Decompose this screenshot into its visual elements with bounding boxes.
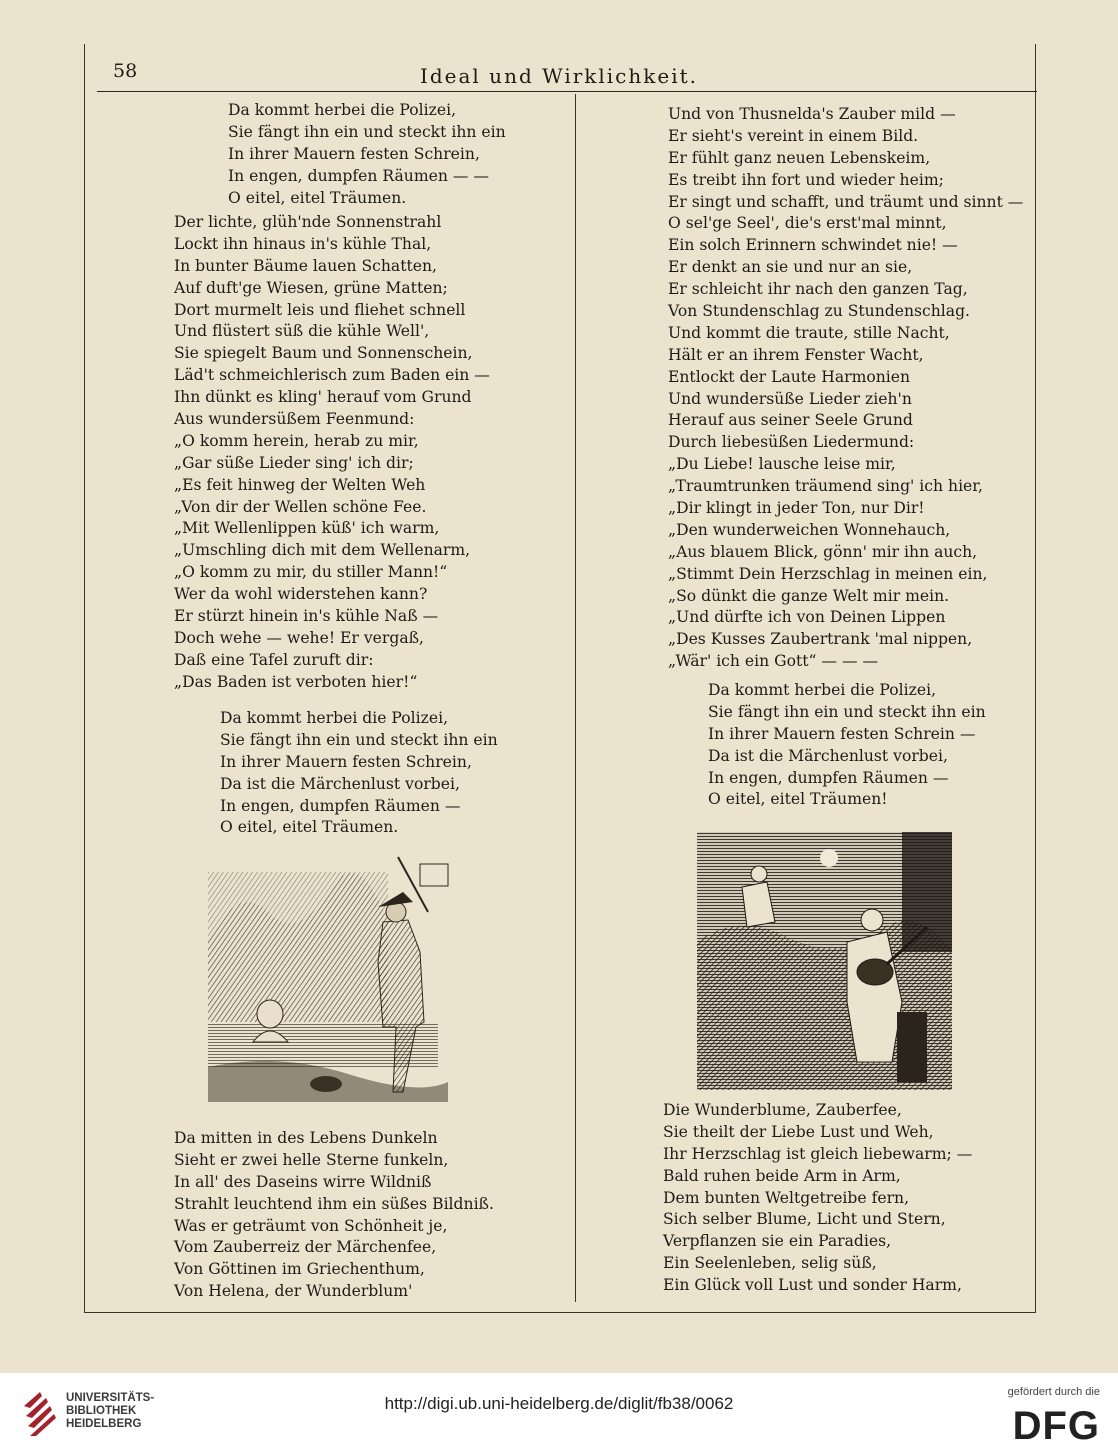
verse-line: Dem bunten Weltgetreibe fern, — [663, 1188, 910, 1207]
library-name-line: HEIDELBERG — [66, 1418, 142, 1430]
verse-line: „Dir klingt in jeder Ton, nur Dir! — [668, 499, 925, 518]
verse-line: Und von Thusnelda's Zauber mild — — [668, 105, 956, 123]
verse-line: Bald ruhen beide Arm in Arm, — [663, 1166, 901, 1185]
header-rule — [97, 91, 1037, 92]
verse-line: Sie fängt ihn ein und steckt ihn ein — [228, 122, 506, 141]
verse-line: Da ist die Märchenlust vorbei, — [708, 746, 948, 765]
permalink-text[interactable]: http://digi.ub.uni-heidelberg.de/diglit/fb38/0062 — [384, 1394, 734, 1413]
permalink-url[interactable] — [0, 1394, 1118, 1414]
verse-line: „Von dir der Wellen schöne Fee. — [174, 497, 427, 516]
verse-line: In ihrer Mauern festen Schrein, — [228, 144, 480, 163]
verse-line: Entlockt der Laute Harmonien — [668, 367, 911, 386]
verse-line: In ihrer Mauern festen Schrein, — [220, 752, 472, 771]
right-stanza-1 — [668, 104, 1023, 673]
verse-line: Sie fängt ihn ein und steckt ihn ein — [220, 730, 498, 749]
verse-line: Da mitten in des Lebens Dunkeln — [174, 1129, 438, 1147]
verse-line: „Es feit hinweg der Welten Weh — [174, 475, 426, 494]
verse-line: „Und dürfte ich von Deinen Lippen — [668, 608, 946, 627]
verse-line: Was er geträumt von Schönheit je, — [174, 1216, 448, 1235]
funding-note: gefördert durch die — [1007, 1386, 1100, 1398]
verse-line: In ihrer Mauern festen Schrein — — [708, 724, 976, 743]
dfg-logo: DFG — [1012, 1404, 1100, 1448]
verse-line: Da ist die Märchenlust vorbei, — [220, 774, 460, 793]
verse-line: Da kommt herbei die Polizei, — [220, 709, 449, 727]
left-stanza-1 — [188, 100, 506, 209]
verse-line: In engen, dumpfen Räumen — — [708, 768, 949, 787]
verse-line: Es treibt ihn fort und wieder heim; — [668, 170, 944, 189]
illustration-serenade — [697, 832, 952, 1090]
verse-line: „Gar süße Lieder sing' ich dir; — [174, 453, 414, 472]
verse-line: Er stürzt hinein in's kühle Naß — — [174, 607, 439, 626]
running-head-title: Ideal und Wirklichkeit. — [419, 64, 699, 88]
verse-line: „Traumtrunken träumend sing' ich hier, — [668, 477, 983, 496]
verse-line: Herauf aus seiner Seele Grund — [668, 411, 913, 430]
verse-line: Ein Glück voll Lust und sonder Harm, — [663, 1276, 962, 1295]
verse-line: Ihr Herzschlag ist gleich liebewarm; — — [663, 1144, 973, 1163]
left-stanza-2 — [174, 212, 490, 694]
verse-line: Der lichte, glüh'nde Sonnenstrahl — [174, 213, 442, 231]
verse-line: Er denkt an sie und nur an sie, — [668, 258, 913, 277]
left-stanza-4 — [174, 1128, 494, 1303]
verse-line: Durch liebesüßen Liedermund: — [668, 433, 915, 452]
verse-line: Vom Zauberreiz der Märchenfee, — [174, 1238, 437, 1257]
verse-line: „Aus blauem Blick, gönn' mir ihn auch, — [668, 542, 978, 561]
verse-line: Doch wehe — wehe! Er vergaß, — [174, 628, 424, 647]
verse-line: „Stimmt Dein Herzschlag in meinen ein, — [668, 564, 988, 583]
verse-line: Ein Seelenleben, selig süß, — [663, 1254, 877, 1273]
page-number: 58 — [113, 60, 138, 82]
verse-line: Er sieht's vereint in einem Bild. — [668, 126, 919, 145]
verse-line: „O komm herein, herab zu mir, — [174, 431, 419, 450]
verse-line: O eitel, eitel Träumen. — [228, 188, 407, 207]
verse-line: Er singt und schafft, und träumt und sinnt — — [668, 192, 1024, 211]
verse-line: Da kommt herbei die Polizei, — [228, 101, 457, 119]
verse-line: Er schleicht ihr nach den ganzen Tag, — [668, 280, 968, 299]
verse-line: Und kommt die traute, stille Nacht, — [668, 323, 950, 342]
library-name-line: BIBLIOTHEK — [66, 1405, 137, 1417]
verse-line: Ein solch Erinnern schwindet nie! — — [668, 236, 958, 255]
right-stanza-3 — [663, 1100, 972, 1297]
verse-line: Da kommt herbei die Polizei, — [708, 681, 937, 699]
verse-line: In engen, dumpfen Räumen — — — [228, 166, 489, 185]
verse-line: In all' des Daseins wirre Wildniß — [174, 1172, 432, 1191]
verse-line: Daß eine Tafel zuruft dir: — [174, 650, 374, 669]
right-stanza-2 — [668, 680, 986, 811]
verse-line: „O komm zu mir, du stiller Mann!“ — [174, 563, 448, 582]
verse-line: „Umschling dich mit dem Wellenarm, — [174, 541, 471, 560]
verse-line: Von Helena, der Wunderblum' — [174, 1282, 413, 1301]
verse-line: Verpflanzen sie ein Paradies, — [663, 1232, 892, 1251]
verse-line: Die Wunderblume, Zauberfee, — [663, 1101, 902, 1119]
verse-line: Er fühlt ganz neuen Lebenskeim, — [668, 148, 931, 167]
verse-line: Von Stundenschlag zu Stundenschlag. — [668, 302, 971, 321]
column-divider — [575, 94, 576, 1302]
illustration-bather-policeman — [198, 852, 478, 1114]
verse-line: Sie spiegelt Baum und Sonnenschein, — [174, 344, 473, 363]
library-name-line: UNIVERSITÄTS- — [66, 1392, 155, 1404]
verse-line: Von Göttinen im Griechenthum, — [174, 1260, 425, 1279]
verse-line: Dort murmelt leis und fliehet schnell — [174, 300, 466, 319]
left-stanza-3 — [180, 708, 498, 839]
verse-line: O eitel, eitel Träumen. — [220, 818, 399, 837]
verse-line: Sich selber Blume, Licht und Stern, — [663, 1210, 946, 1229]
verse-line: Ihn dünkt es kling' herauf vom Grund — [174, 388, 472, 407]
verse-line: „Des Kusses Zaubertrank 'mal nippen, — [668, 630, 973, 649]
verse-line: Und flüstert süß die kühle Well', — [174, 322, 430, 341]
verse-line: Lockt ihn hinaus in's kühle Thal, — [174, 234, 432, 253]
verse-line: Auf duft'ge Wiesen, grüne Matten; — [174, 278, 448, 297]
verse-line: Sie theilt der Liebe Lust und Weh, — [663, 1122, 934, 1141]
verse-line: Und wundersüße Lieder zieh'n — [668, 389, 912, 408]
verse-line: „Wär' ich ein Gott“ — — — — [668, 652, 879, 671]
verse-line: Hält er an ihrem Fenster Wacht, — [668, 345, 924, 364]
verse-line: In bunter Bäume lauen Schatten, — [174, 256, 437, 275]
verse-line: O eitel, eitel Träumen! — [708, 790, 888, 809]
verse-line: „Das Baden ist verboten hier!“ — [174, 672, 418, 691]
verse-line: Aus wundersüßem Feenmund: — [174, 410, 415, 429]
verse-line: O sel'ge Seel', die's erst'mal minnt, — [668, 214, 947, 233]
verse-line: Strahlt leuchtend ihm ein süßes Bildniß. — [174, 1194, 494, 1213]
verse-line: „Du Liebe! lausche leise mir, — [668, 455, 896, 474]
verse-line: „So dünkt die ganze Welt mir mein. — [668, 586, 950, 605]
verse-line: Läd't schmeichlerisch zum Baden ein — — [174, 366, 490, 385]
verse-line: Wer da wohl widerstehen kann? — [174, 585, 428, 604]
verse-line: In engen, dumpfen Räumen — — [220, 796, 461, 815]
verse-line: „Mit Wellenlippen küß' ich warm, — [174, 519, 440, 538]
verse-line: „Den wunderweichen Wonnehauch, — [668, 520, 951, 539]
verse-line: Sie fängt ihn ein und steckt ihn ein — [708, 702, 986, 721]
verse-line: Sieht er zwei helle Sterne funkeln, — [174, 1150, 449, 1169]
